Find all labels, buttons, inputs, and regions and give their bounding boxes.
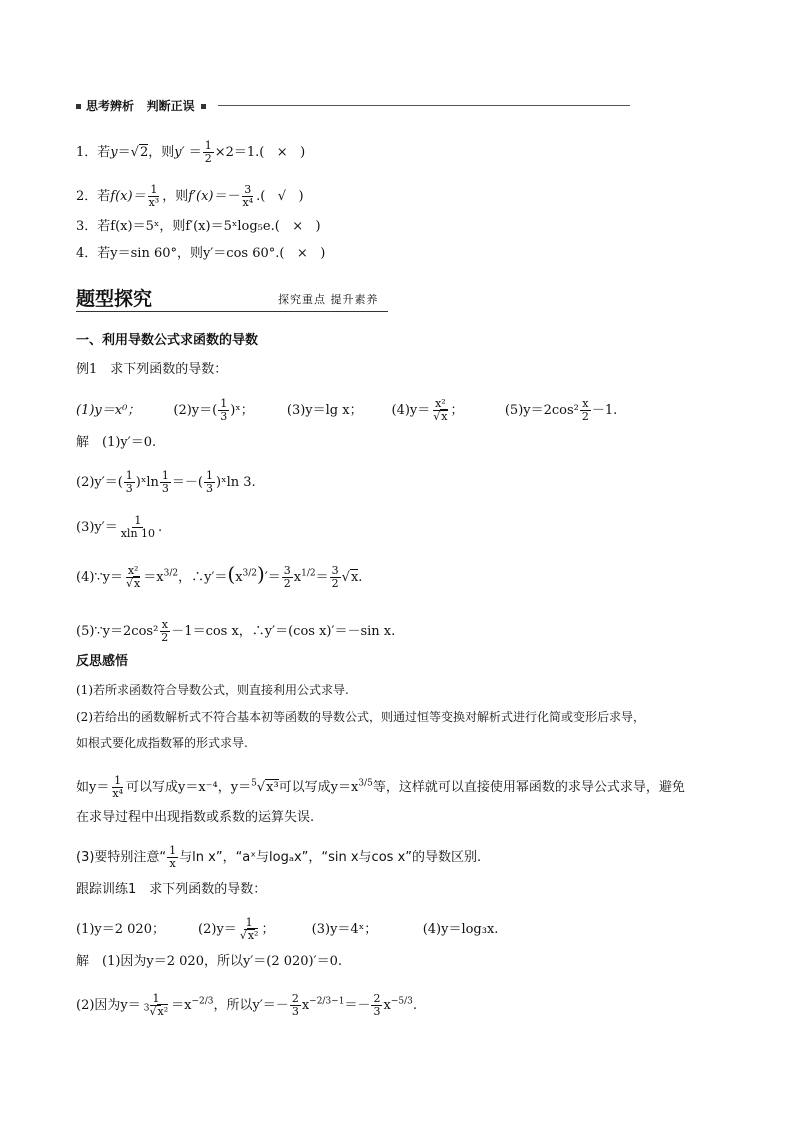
header-divider [218, 105, 630, 106]
practice-solution-2: (2)因为y＝ $\frac{1}{^3√x^2}$ $=x^{-2/3}$，所以y′＝－ $\frac{2}{3}$ $x^{-2/3-1}=-$ $\frac{2}{3}$ $x^{-5/3}$. [76, 992, 417, 1018]
reflection-title: 反思感悟 [76, 654, 129, 669]
practice-items: (1)y＝2 020； (2)y＝ $\frac{1}{\text{√x²}}$ ； (3)y＝4ˣ； (4)y＝log₃x. [76, 916, 499, 942]
judge-header: 思考辨析 判断正误 [76, 98, 211, 114]
solution-1: 解 (1)y′＝0. [76, 435, 157, 450]
judge-item-1: 1．若y＝√2，则y′ ＝ $\frac{1}{2}$ ×2＝1.( × ) [76, 139, 306, 165]
practice-title: 跟踪训练1 求下列函数的导数： [76, 882, 267, 897]
part1-heading: 一、利用导数公式求函数的导数 [76, 333, 259, 348]
reflection-p4: (3)要特别注意“ $\frac{1}{x}$ 与ln x”，“aˣ与logₐx”，“sin x与cos x”的导数区别. [76, 844, 482, 870]
square-bullet-icon [76, 104, 81, 109]
example-items: (1)y＝x⁰； (2)y＝( $\frac{1}{3}$ )ˣ； (3)y＝lg x； (4)y＝ $\frac{\text{x²}}{√x}$ ； (5)y＝2cos² $\frac{x}{2}$ －1. [76, 397, 618, 423]
reflection-p3e: 在求导过程中出现指数或系数的运算失误. [76, 810, 315, 825]
reflection-p3: 如y＝ $\frac{1}{\text{x⁴}}$ 可以写成y＝x⁻⁴，y＝$^5$√x³可以写成$y=x^{3/5}$等，这样就可以直接使用幂函数的求导公式求导，避免 [76, 774, 685, 800]
practice-solution-1: 解 (1)因为y＝2 020，所以y′＝(2 020)′＝0. [76, 954, 342, 969]
solution-5: (5)∵y＝2cos² $\frac{x}{2}$ －1＝cos x，∴y′＝(cos x)′＝－sin x. [76, 618, 396, 644]
solution-3: (3)y′＝ $\frac{1}{xln 10}$ . [76, 514, 163, 540]
wrong-mark: × [296, 246, 308, 261]
reflection-p1: (1)若所求函数符合导数公式，则直接利用公式求导. [76, 683, 349, 697]
judge-item-2: 2．若f(x)＝ $\frac{1}{\text{x³}}$ ，则f′(x)＝－ $\frac{3}{\text{x⁴}}$ .( √ ) [76, 183, 304, 209]
reflection-p2b: 如根式要化成指数幂的形式求导. [76, 736, 248, 750]
section-tagline: 探究重点 提升素养 [278, 293, 379, 306]
wrong-mark: × [292, 219, 304, 234]
solution-4: (4)∵y＝ $\frac{\text{x²}}{√x}$ $=x^{3/2}$，$\therefore y'=(x^{3/2})'=$ $\frac{3}{2}$ $x^{1/2}=$ $\frac{3}{2}$ √x. [76, 562, 363, 590]
section-underline [76, 311, 388, 312]
reflection-p2a: (2)若给出的函数解析式不符合基本初等函数的导数公式，则通过恒等变换对解析式进行化简或变形后求导， [76, 710, 646, 724]
solution-2: (2)y′＝( $\frac{1}{3}$ )ˣln $\frac{1}{3}$ ＝－( $\frac{1}{3}$ )ˣln 3. [76, 469, 256, 495]
right-mark: √ [277, 189, 287, 204]
judge-item-4: 4．若y＝sin 60°，则y′＝cos 60°.( × ) [76, 246, 326, 261]
section-title: 题型探究 [76, 288, 153, 310]
judge-item-3: 3．若f(x)＝5ˣ，则f′(x)＝5ˣlog₅e.( × ) [76, 219, 321, 234]
wrong-mark: × [276, 145, 288, 160]
square-bullet-icon [201, 104, 206, 109]
example-title: 例1 求下列函数的导数： [76, 362, 228, 377]
